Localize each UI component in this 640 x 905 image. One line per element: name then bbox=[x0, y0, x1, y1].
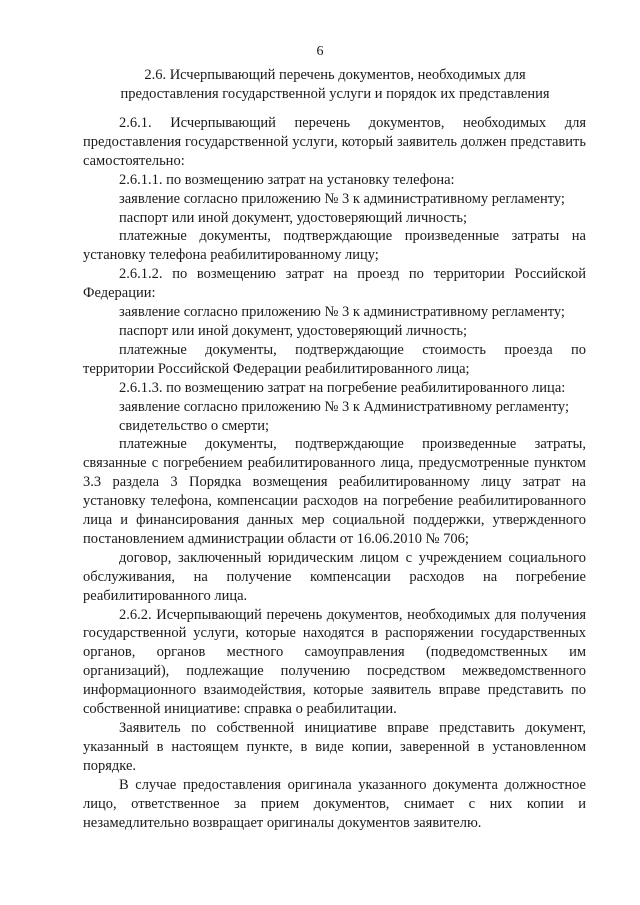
paragraph-payment-travel: платежные документы, подтверждающие стоимость проезда по территории Российской Федерации реабилитированного лица; bbox=[83, 341, 586, 377]
section-title: 2.6. Исчерпывающий перечень документов, необходимых для предоставления государственной услуги и порядок их представления bbox=[120, 67, 550, 102]
paragraph-applicant-initiative: Заявитель по собственной инициативе вправе представить документ, указанный в настоящем пункте, в виде копии, заверенной в установленном порядке. bbox=[83, 720, 586, 774]
paragraph-payment-burial: платежные документы, подтверждающие произведенные затраты, связанные с погребением реабилитированного лица, предусмотренные пунктом 3.3 раздела 3 Порядка возмещения реабилитированному лицу затрат на установку телефона, компенсации расходов на погребение реабилитированного лица и финансирования данных мер социальной поддержки, утвержденного постановлением администрации области от 16.06.2010 № 706; bbox=[83, 436, 586, 547]
paragraph-payment-phone: платежные документы, подтверждающие произведенные затраты на установку телефона реабилитированному лицу; bbox=[83, 228, 586, 264]
paragraph-passport-travel: паспорт или иной документ, удостоверяющий личность; bbox=[119, 322, 468, 339]
paragraph-death-certificate: свидетельство о смерти; bbox=[119, 417, 269, 434]
paragraph-contract: договор, заключенный юридическим лицом с учреждением социального обслуживания, на получение компенсации расходов на погребение реабилитированного лица. bbox=[83, 549, 586, 604]
paragraph-2-6-1-2: 2.6.1.2. по возмещению затрат на проезд по территории Российской Федерации: bbox=[83, 266, 586, 302]
page-number: 6 bbox=[316, 44, 324, 59]
paragraph-application-phone: заявление согласно приложению № 3 к административному регламенту; bbox=[119, 190, 565, 207]
paragraph-original-document: В случае предоставления оригинала указанного документа должностное лицо, ответственное за прием документов, снимает с них копии и незамедлительно возвращает оригиналы документов заявителю. bbox=[83, 776, 586, 831]
paragraph-application-burial: заявление согласно приложению № 3 к Административному регламенту; bbox=[119, 398, 569, 415]
document-body bbox=[83, 114, 586, 832]
paragraph-passport-phone: паспорт или иной документ, удостоверяющий личность; bbox=[119, 209, 468, 226]
paragraph-2-6-2: 2.6.2. Исчерпывающий перечень документов, необходимых для получения государственной услуги, которые находятся в распоряжении государственных органов, органов местного самоуправления (подведомственных им организаций), подлежащие получению посредством межведомственного информационного взаимодействия, которые заявитель вправе представить по собственной инициативе: справка о реабилитации. bbox=[83, 606, 586, 718]
paragraph-2-6-1-1: 2.6.1.1. по возмещению затрат на установку телефона: bbox=[119, 171, 455, 188]
paragraph-application-travel: заявление согласно приложению № 3 к административному регламенту; bbox=[119, 304, 565, 321]
paragraph-2-6-1: 2.6.1. Исчерпывающий перечень документов, необходимых для предоставления государственной услуги, который заявитель должен представить самостоятельно: bbox=[83, 115, 586, 169]
paragraph-2-6-1-3: 2.6.1.3. по возмещению затрат на погребение реабилитированного лица: bbox=[119, 379, 566, 396]
